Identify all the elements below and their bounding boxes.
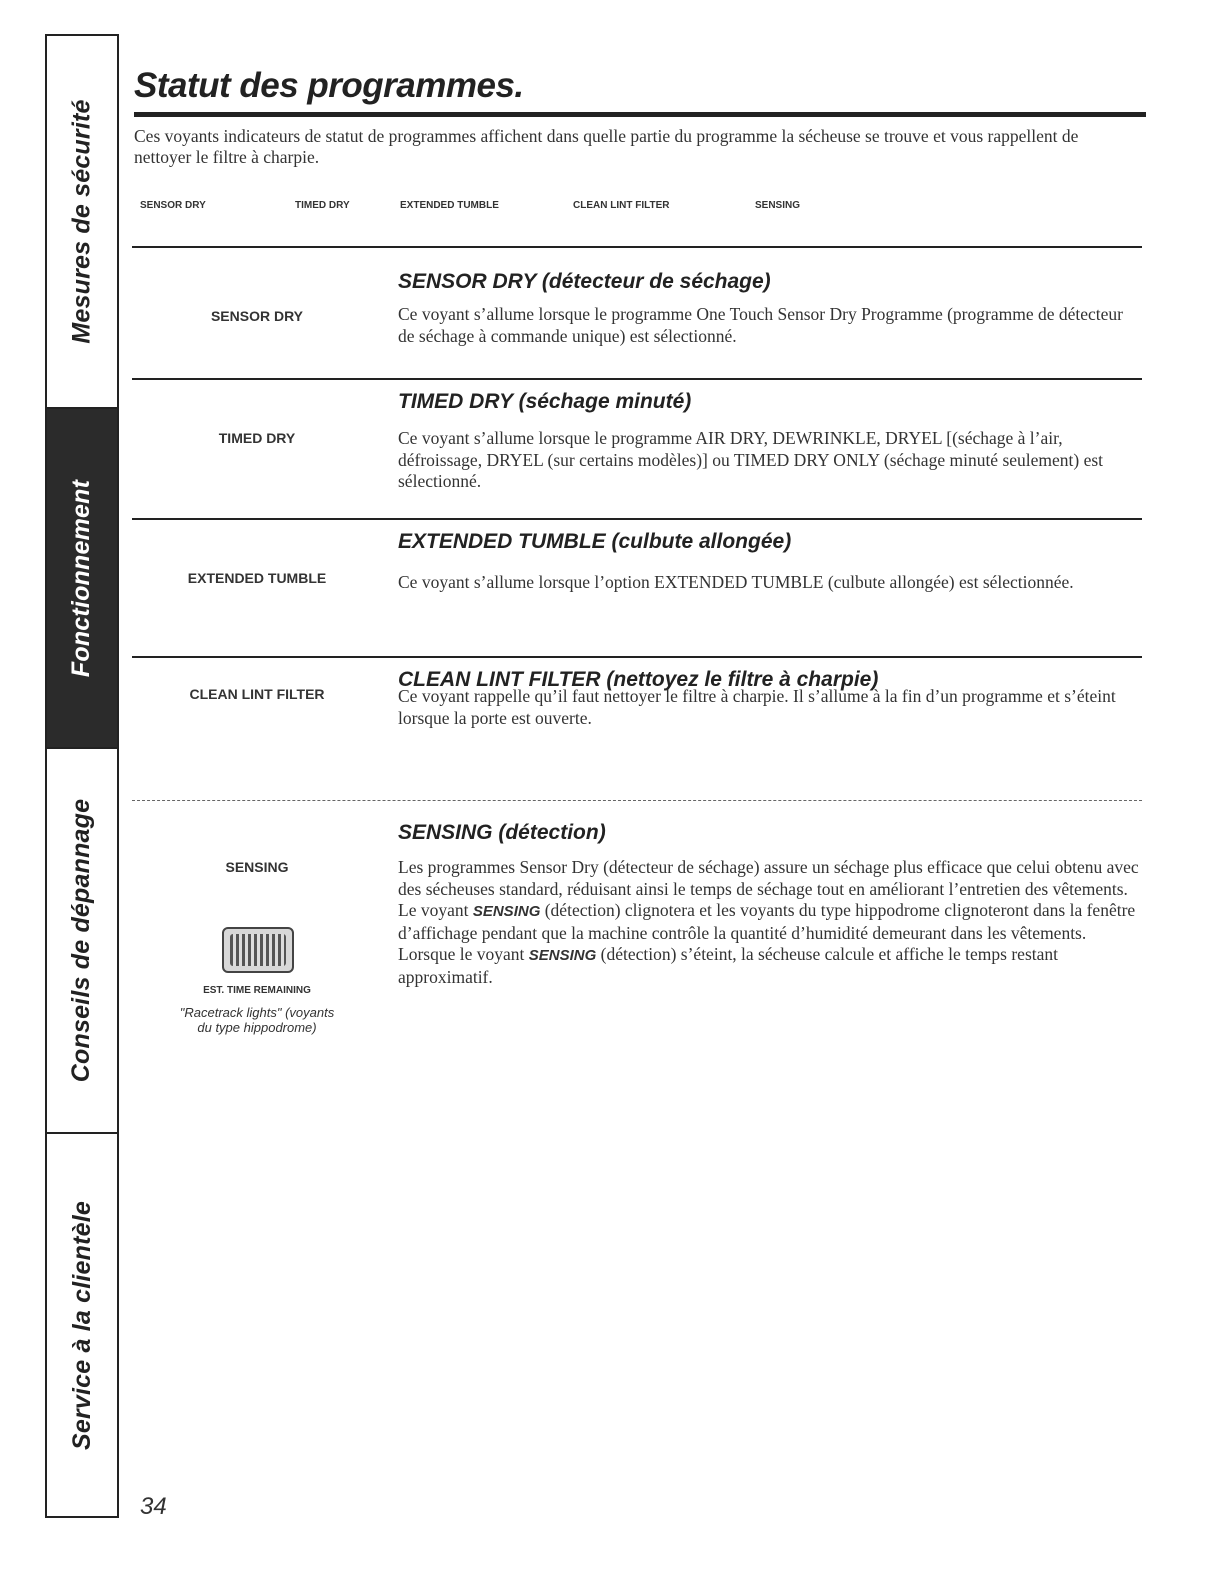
tab-label: Conseils de dépannage: [67, 798, 96, 1083]
tab-fonctionnement[interactable]: [47, 409, 117, 749]
indicator-label: TIMED DRY: [295, 200, 350, 211]
tab-service-a-la-clientele[interactable]: [47, 1134, 117, 1516]
section-extended-tumble: [132, 518, 1142, 650]
tab-mesures-de-securite[interactable]: [47, 36, 117, 409]
section-heading: SENSOR DRY (détecteur de séchage): [398, 270, 771, 293]
section-heading: CLEAN LINT FILTER (nettoyez le filtre à charpie): [398, 668, 879, 691]
indicator-label: CLEAN LINT FILTER: [573, 200, 670, 211]
indicator-label: SENSOR DRY: [140, 200, 206, 211]
title-rule: [134, 112, 1146, 117]
tab-label: Service à la clientèle: [67, 1200, 96, 1450]
section-sidebar: [45, 34, 119, 1518]
sensing-emphasis: SENSING: [528, 947, 597, 964]
section-heading: SENSING (détection): [398, 821, 606, 844]
indicator-label: TIMED DRY: [218, 430, 296, 446]
racetrack-display-icon: [222, 927, 294, 973]
page-number: 34: [140, 1493, 167, 1520]
icon-caption: EST. TIME REMAINING: [203, 985, 311, 996]
section-body: Les programmes Sensor Dry (détecteur de séchage) assure un séchage plus efficace que celui obtenu avec des sécheuses standard, réduisant ainsi le temps de séchage tout en améliorant l’entretien des vêtements. Le voyant SENSING (détection) clignotera et les voyants du type hippodrome clignoteront dans la fenêtre d’affichage pendant que la machine contrôle la quantité d’humidité demeurant dans les vêtements. Lorsque le voyant SENSING (détection) s’éteint, la sécheuse calcule et affiche le temps restant approximatif.: [398, 857, 1139, 987]
intro-paragraph: Ces voyants indicateurs de statut de programmes affichent dans quelle partie du programme la sécheuse se trouve et vous rappellent de nettoyer le filtre à charpie.: [134, 126, 1079, 167]
indicator-label: EXTENDED TUMBLE: [187, 570, 327, 586]
indicator-label: EXTENDED TUMBLE: [400, 200, 499, 211]
section-sensor-dry: [132, 246, 1142, 368]
indicator-label: SENSOR DRY: [210, 308, 304, 324]
section-sensing: [132, 800, 1142, 1071]
section-heading: TIMED DRY (séchage minuté): [398, 390, 692, 413]
indicator-label: SENSING: [225, 859, 289, 875]
tab-label: Mesures de sécurité: [67, 99, 96, 344]
icon-note: "Racetrack lights" (voyants du type hippodrome): [179, 1005, 335, 1035]
sensing-emphasis: SENSING: [472, 903, 541, 920]
section-body: Ce voyant rappelle qu’il faut nettoyer le filtre à charpie. Il s’allume à la fin d’un programme et s’éteint lorsque la porte est ouverte.: [398, 686, 1116, 728]
indicator-label: SENSING: [755, 200, 801, 211]
section-body: Ce voyant s’allume lorsque le programme AIR DRY, DEWRINKLE, DRYEL [(séchage à l’air, défroissage, DRYEL (sur certains modèles)] ou TIMED DRY ONLY (séchage minuté seulement) est sélectionné.: [398, 428, 1104, 491]
section-body: Ce voyant s’allume lorsque le programme One Touch Sensor Dry Programme (programme de détecteur de séchage à commande unique) est sélectionné.: [398, 304, 1123, 346]
section-body: Ce voyant s’allume lorsque l’option EXTENDED TUMBLE (culbute allongée) est sélectionnée.: [398, 572, 1074, 592]
section-timed-dry: [132, 378, 1142, 510]
indicator-label: CLEAN LINT FILTER: [189, 686, 325, 702]
section-clean-lint-filter: [132, 656, 1142, 798]
tab-conseils-de-depannage[interactable]: [47, 749, 117, 1134]
page-title: Statut des programmes.: [134, 66, 524, 105]
tab-label: Fonctionnement: [67, 479, 96, 677]
section-heading: EXTENDED TUMBLE (culbute allongée): [398, 530, 792, 553]
